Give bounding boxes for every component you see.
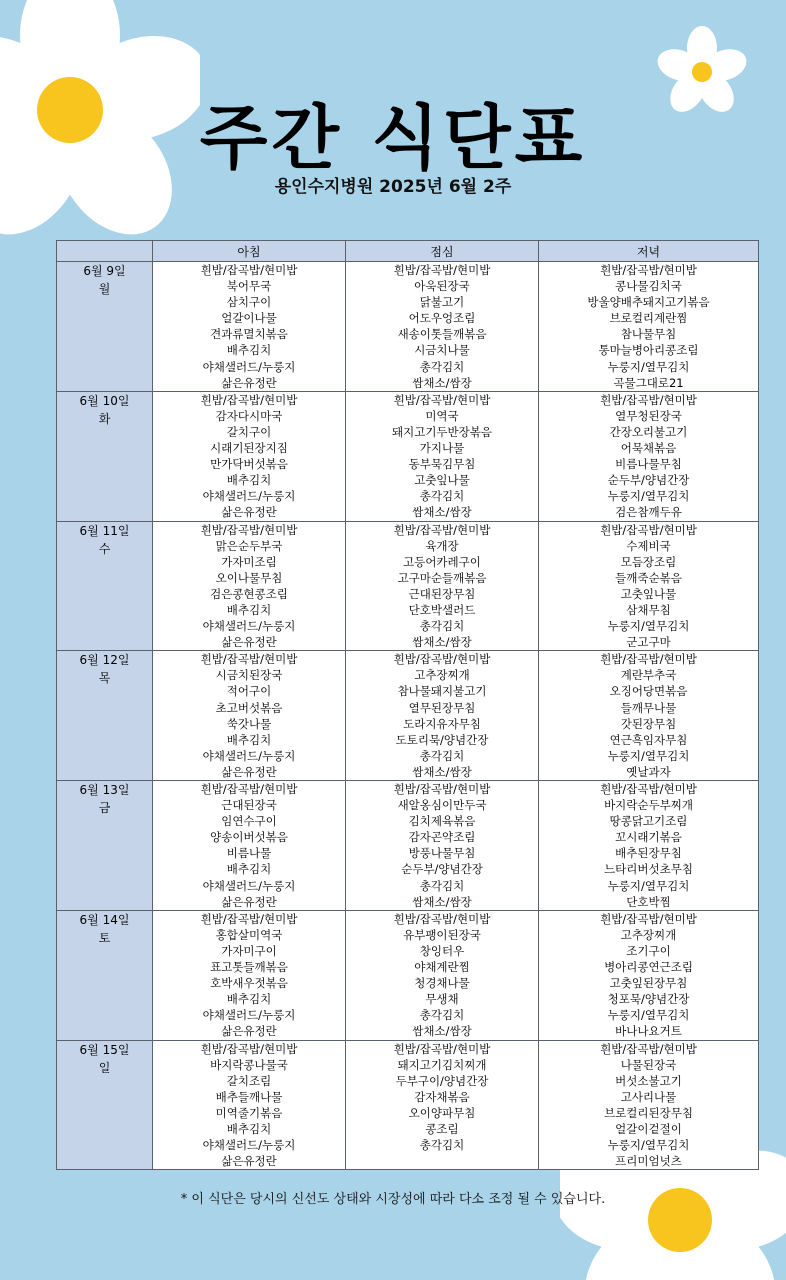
menu-item: 적어구이: [226, 684, 272, 699]
menu-item: 총각김치: [419, 489, 465, 504]
menu-item: 감자채볶음: [414, 1089, 470, 1104]
dinner-cell: [539, 262, 759, 392]
menu-item: 갓된장무침: [620, 716, 677, 731]
table-row: [57, 651, 759, 781]
header-lunch: 점심: [346, 241, 539, 262]
day-date: 6월 12일: [79, 653, 130, 668]
menu-item: 배추김치: [226, 992, 272, 1007]
menu-item: 쌈채소/쌈장: [412, 635, 472, 650]
menu-item: 들깨무나물: [620, 700, 677, 715]
menu-item: 배추김치: [226, 473, 272, 488]
menu-item: 홍합살미역국: [215, 927, 283, 942]
menu-item: 들깨죽순볶음: [615, 570, 682, 585]
table-row: [57, 910, 759, 1040]
menu-item: 쌈채소/쌈장: [412, 894, 472, 909]
table-row: [57, 262, 759, 392]
menu-item: 갈치구이: [226, 424, 272, 439]
day-cell: [57, 910, 153, 1040]
menu-item: 고구마순들깨볶음: [397, 570, 487, 585]
menu-item: 북어무국: [226, 279, 272, 294]
day-weekday: 목: [98, 671, 111, 686]
menu-item: 참나물돼지불고기: [397, 684, 487, 699]
menu-item: 나물된장국: [620, 1057, 677, 1072]
menu-item: 수제비국: [626, 538, 671, 553]
menu-item: 어도우엉조림: [408, 311, 476, 326]
menu-item: 야채샐러드/누룽지: [202, 489, 296, 504]
menu-item: 비름나물무침: [615, 457, 682, 472]
day-cell: [57, 262, 153, 392]
menu-item: 고춧잎된장무침: [609, 976, 688, 991]
menu-item: 근대된장무침: [408, 586, 476, 601]
page-subtitle: 용인수지병원 2025년 6월 2주: [274, 177, 512, 197]
menu-item: 누룽지/열무김치: [607, 359, 690, 374]
menu-item: 삶은유정란: [221, 635, 277, 650]
menu-item: 흰밥/잡곡밥/현미밥: [393, 1041, 491, 1056]
menu-item: 오이양파무침: [408, 1105, 476, 1120]
day-date: 6월 15일: [79, 1042, 130, 1057]
day-weekday: 월: [98, 282, 111, 296]
weekly-menu-table: [56, 240, 759, 1170]
menu-item: 삶은유정란: [221, 764, 277, 779]
menu-item: 김치제육볶음: [408, 814, 476, 829]
menu-item: 초고버섯볶음: [215, 700, 283, 715]
day-cell: [57, 651, 153, 781]
menu-item: 모듬장조림: [620, 554, 677, 569]
table-row: [57, 1040, 759, 1170]
menu-item: 조기구이: [626, 943, 671, 958]
menu-item: 시금치된장국: [215, 668, 283, 683]
menu-item: 배추김치: [226, 862, 272, 877]
menu-item: 고등어카레구이: [403, 554, 481, 569]
menu-item: 흰밥/잡곡밥/현미밥: [600, 652, 697, 667]
menu-item: 흰밥/잡곡밥/현미밥: [600, 263, 697, 277]
menu-item: 간장오리불고기: [609, 424, 688, 439]
day-date: 6월 11일: [79, 523, 130, 538]
header-corner: [57, 241, 153, 262]
day-weekday: 수: [98, 541, 111, 556]
menu-item: 삼채무침: [626, 602, 671, 617]
menu-item: 브로컬리계란찜: [609, 311, 688, 326]
menu-item: 고춧잎나물: [414, 473, 470, 488]
menu-item: 흰밥/잡곡밥/현미밥: [200, 652, 298, 667]
menu-item: 바지락순두부찌개: [604, 798, 693, 813]
day-cell: [57, 521, 153, 651]
menu-item: 총각김치: [419, 1008, 465, 1023]
menu-item: 쌈채소/쌈장: [412, 764, 472, 779]
menu-item: 어묵채볶음: [620, 441, 677, 456]
menu-item: 누룽지/열무김치: [607, 878, 690, 893]
menu-item: 시래기된장지짐: [210, 441, 288, 456]
menu-item: 야채샐러드/누룽지: [202, 1008, 296, 1023]
menu-item: 오징어당면볶음: [609, 684, 688, 699]
menu-item: 누룽지/열무김치: [607, 489, 690, 504]
menu-item: 배추김치: [226, 732, 272, 747]
menu-item: 아욱된장국: [414, 279, 470, 294]
menu-item: 총각김치: [419, 748, 465, 763]
menu-item: 흰밥/잡곡밥/현미밥: [393, 522, 491, 537]
menu-item: 쌈채소/쌈장: [412, 505, 472, 520]
menu-item: 꼬시래기볶음: [615, 830, 682, 845]
menu-item: 임연수구이: [221, 814, 277, 829]
menu-item: 얼갈이겉절이: [615, 1121, 682, 1136]
page-title: 주간 식단표: [199, 97, 587, 179]
menu-item: 야채샐러드/누룽지: [202, 619, 296, 634]
menu-item: 방울양배추돼지고기볶음: [587, 295, 710, 310]
menu-item: 삶은유정란: [221, 1154, 277, 1169]
menu-item: 배추들깨나물: [215, 1089, 283, 1104]
menu-item: 삶은유정란: [221, 505, 277, 520]
menu-item: 두부구이/양념간장: [395, 1073, 489, 1088]
menu-item: 누룽지/열무김치: [607, 748, 690, 763]
menu-item: 가지나물: [419, 441, 465, 456]
day-weekday: 토: [98, 930, 111, 945]
menu-item: 흰밥/잡곡밥/현미밥: [200, 392, 298, 407]
menu-item: 돼지고기김치찌개: [397, 1057, 487, 1072]
dinner-cell: [539, 910, 759, 1040]
menu-item: 콩나물김치국: [615, 279, 682, 294]
menu-item: 총각김치: [419, 1138, 465, 1153]
menu-item: 배추된장무침: [615, 846, 682, 861]
menu-item: 순두부/양념간장: [401, 862, 483, 877]
menu-item: 고춧잎나물: [620, 586, 677, 601]
menu-item: 삼치구이: [226, 295, 272, 310]
menu-item: 쌈채소/쌈장: [412, 1024, 472, 1039]
dinner-cell: [539, 651, 759, 781]
lunch-cell: [346, 262, 539, 392]
menu-item: 무생채: [425, 992, 459, 1007]
menu-item: 고추장찌개: [414, 668, 470, 683]
menu-item: 야채샐러드/누룽지: [202, 1138, 296, 1153]
menu-item: 감자곤약조림: [408, 830, 476, 845]
menu-item: 총각김치: [419, 878, 465, 893]
menu-item: 배추김치: [226, 343, 272, 358]
menu-item: 갈치조림: [226, 1073, 272, 1088]
menu-item: 병아리콩연근조림: [604, 960, 693, 975]
menu-item: 흰밥/잡곡밥/현미밥: [600, 392, 697, 407]
day-cell: [57, 1040, 153, 1170]
menu-item: 흰밥/잡곡밥/현미밥: [600, 522, 697, 537]
menu-item: 시금치나물: [414, 343, 470, 358]
menu-item: 야채계란찜: [414, 960, 470, 975]
menu-item: 흰밥/잡곡밥/현미밥: [393, 652, 491, 667]
menu-item: 흰밥/잡곡밥/현미밥: [600, 782, 697, 796]
menu-item: 유부팽이된장국: [403, 927, 481, 942]
menu-item: 새송이톳들깨볶음: [397, 327, 487, 342]
menu-item: 누룽지/열무김치: [607, 619, 690, 634]
menu-item: 흰밥/잡곡밥/현미밥: [393, 782, 491, 796]
menu-item: 방풍나물무침: [408, 846, 476, 861]
menu-item: 가자미조림: [221, 554, 277, 569]
menu-item: 바지락콩나물국: [210, 1057, 288, 1072]
breakfast-cell: [153, 391, 346, 521]
lunch-cell: [346, 651, 539, 781]
menu-item: 흰밥/잡곡밥/현미밥: [200, 522, 298, 537]
menu-item: 흰밥/잡곡밥/현미밥: [393, 263, 491, 277]
menu-item: 흰밥/잡곡밥/현미밥: [200, 1041, 298, 1056]
menu-item: 얼갈이나물: [221, 311, 277, 326]
menu-item: 미역국: [425, 408, 459, 423]
menu-item: 도라지유자무침: [403, 716, 481, 731]
menu-item: 야채샐러드/누룽지: [202, 878, 296, 893]
menu-item: 청포묵/양념간장: [607, 992, 690, 1007]
day-date: 6월 13일: [79, 783, 130, 797]
menu-item: 검은참깨두유: [615, 505, 682, 520]
menu-item: 프리미엄넛츠: [615, 1154, 682, 1169]
table-row: [57, 391, 759, 521]
menu-item: 견과류멸치볶음: [210, 327, 288, 342]
menu-item: 흰밥/잡곡밥/현미밥: [393, 911, 491, 926]
menu-item: 땅콩닭고기조림: [609, 814, 688, 829]
menu-item: 미역줄기볶음: [215, 1105, 283, 1120]
menu-item: 흰밥/잡곡밥/현미밥: [393, 392, 491, 407]
dinner-cell: [539, 521, 759, 651]
breakfast-cell: [153, 651, 346, 781]
lunch-cell: [346, 1040, 539, 1170]
day-weekday: 화: [98, 411, 111, 426]
menu-item: 흰밥/잡곡밥/현미밥: [200, 911, 298, 926]
table-header-row: [57, 241, 759, 262]
menu-item: 단호박샐러드: [408, 602, 476, 617]
day-weekday: 일: [98, 1060, 111, 1075]
menu-item: 브로컬리된장무침: [604, 1105, 693, 1120]
menu-item: 감자다시마국: [215, 408, 283, 423]
menu-item: 삶은유정란: [221, 1024, 277, 1039]
menu-item: 창잉터우: [419, 943, 465, 958]
menu-item: 돼지고기두반장볶음: [392, 424, 492, 439]
menu-item: 열무된장무침: [408, 700, 476, 715]
menu-item: 버섯소불고기: [615, 1073, 682, 1088]
menu-item: 누룽지/열무김치: [607, 1008, 690, 1023]
day-cell: [57, 391, 153, 521]
menu-item: 가자미구이: [221, 943, 277, 958]
menu-item: 비름나물: [226, 846, 272, 861]
menu-item: [346, 1153, 538, 1169]
menu-item: 흰밥/잡곡밥/현미밥: [600, 911, 697, 926]
lunch-cell: [346, 391, 539, 521]
menu-item: 닭불고기: [419, 295, 465, 310]
menu-item: 동부묵김무침: [408, 457, 476, 472]
menu-item: 육개장: [425, 538, 459, 553]
day-date: 6월 9일: [83, 264, 126, 278]
menu-item: 쑥갓나물: [226, 716, 272, 731]
menu-item: 총각김치: [419, 619, 465, 634]
menu-item: 콩조림: [425, 1121, 459, 1136]
menu-item: 검은콩현콩조림: [210, 586, 288, 601]
menu-item: 표고톳들깨볶음: [210, 960, 288, 975]
menu-item: 열무청된장국: [615, 408, 682, 423]
menu-item: 단호박찜: [626, 894, 671, 909]
header-dinner: 저녁: [539, 241, 759, 262]
dinner-cell: [539, 1040, 759, 1170]
menu-item: 청경채나물: [414, 976, 470, 991]
table-row: [57, 781, 759, 911]
menu-item: 곡물그대로21: [613, 375, 684, 390]
menu-item: 배추김치: [226, 1121, 272, 1136]
breakfast-cell: [153, 1040, 346, 1170]
day-weekday: 금: [98, 801, 111, 815]
breakfast-cell: [153, 781, 346, 911]
menu-item: 순두부/양념간장: [607, 473, 690, 488]
menu-item: 참나물무침: [620, 327, 677, 342]
menu-item: 군고구마: [626, 635, 671, 650]
lunch-cell: [346, 781, 539, 911]
menu-item: 야채샐러드/누룽지: [202, 359, 296, 374]
dinner-cell: [539, 781, 759, 911]
footnote: * 이 식단은 당시의 신선도 상태와 시장성에 따라 다소 조정 될 수 있습니다.: [180, 1192, 606, 1207]
menu-item: 삶은유정란: [221, 375, 277, 390]
breakfast-cell: [153, 262, 346, 392]
menu-item: 통마늘병아리콩조림: [598, 343, 699, 358]
table-row: [57, 521, 759, 651]
menu-item: 총각김치: [419, 359, 465, 374]
day-date: 6월 14일: [79, 912, 130, 927]
breakfast-cell: [153, 910, 346, 1040]
lunch-cell: [346, 521, 539, 651]
breakfast-cell: [153, 521, 346, 651]
menu-item: 누룽지/열무김치: [607, 1138, 690, 1153]
menu-item: 양송이버섯볶음: [210, 830, 288, 845]
menu-item: 흰밥/잡곡밥/현미밥: [600, 1041, 697, 1056]
menu-item: 쌈채소/쌈장: [412, 375, 472, 390]
menu-item: 계란부추국: [620, 668, 677, 683]
menu-item: 맑은순두부국: [215, 538, 283, 553]
header-breakfast: 아침: [153, 241, 346, 262]
menu-item: 연근흑임자무침: [609, 732, 688, 747]
menu-item: 만가닥버섯볶음: [210, 457, 288, 472]
menu-item: 흰밥/잡곡밥/현미밥: [200, 263, 298, 277]
lunch-cell: [346, 910, 539, 1040]
menu-item: 호박새우젓볶음: [210, 976, 288, 991]
menu-item: 근대된장국: [221, 798, 277, 813]
day-date: 6월 10일: [79, 393, 130, 408]
menu-item: 고사리나물: [620, 1089, 677, 1104]
menu-item: 바나나요거트: [615, 1024, 682, 1039]
menu-item: 흰밥/잡곡밥/현미밥: [200, 782, 298, 796]
menu-item: 옛날과자: [626, 764, 671, 779]
menu-item: 야채샐러드/누룽지: [202, 748, 296, 763]
menu-item: 새알옹심이만두국: [397, 798, 487, 813]
day-cell: [57, 781, 153, 911]
dinner-cell: [539, 391, 759, 521]
menu-item: 고추장찌개: [620, 927, 677, 942]
menu-item: 삶은유정란: [221, 894, 277, 909]
menu-item: 도토리묵/양념간장: [395, 732, 489, 747]
menu-item: 배추김치: [226, 602, 272, 617]
menu-item: 오이나물무침: [215, 570, 283, 585]
menu-item: 느타리버섯초무침: [604, 862, 693, 877]
